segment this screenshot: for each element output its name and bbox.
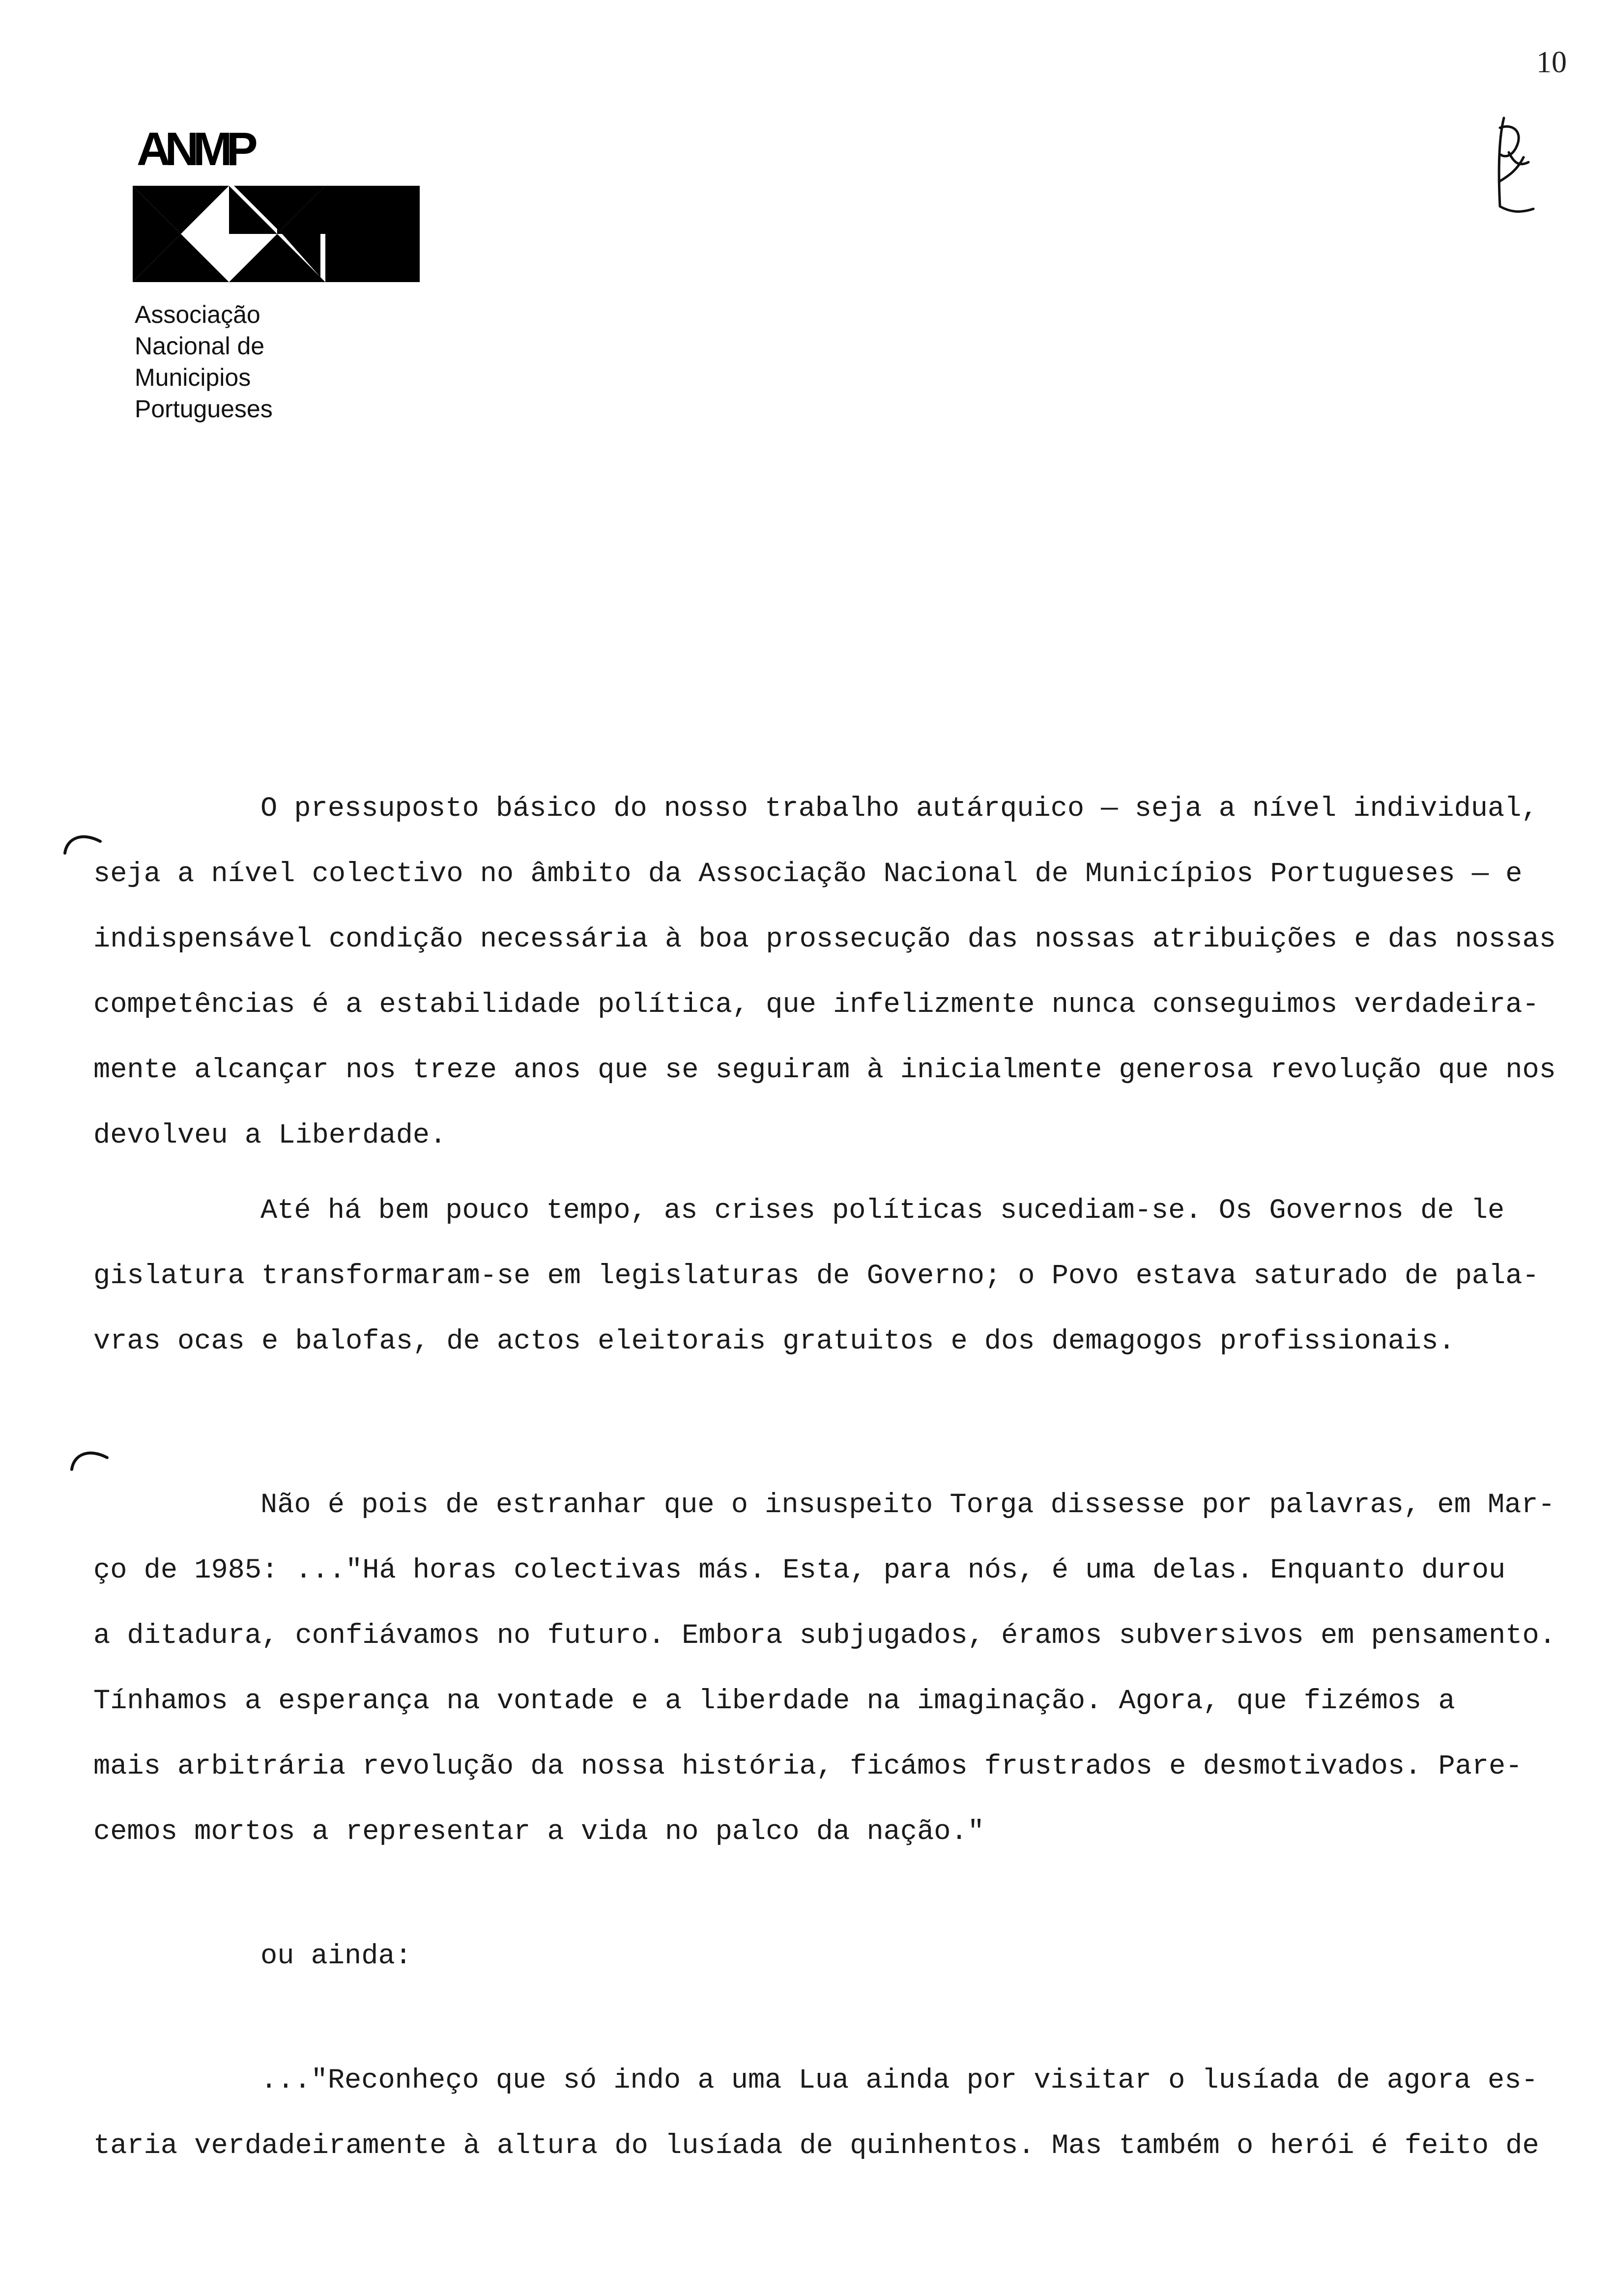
text-line: taria verdadeiramente à altura do lusíada de quinhentos. Mas também o herói é feito de: [93, 2130, 1539, 2162]
text-line: vras ocas e balofas, de actos eleitorais gratuitos e dos demagogos profissionais.: [93, 1326, 1455, 1357]
paragraph: [93, 1178, 1538, 1375]
text-line: gislatura transformaram-se em legislaturas de Governo; o Povo estava saturado de pala-: [93, 1261, 1539, 1292]
logo-name-line: Municipios: [135, 364, 251, 391]
signature-mark: [1469, 108, 1543, 236]
text-line: Não é pois de estranhar que o insuspeito Torga dissesse por palavras, em Mar-: [260, 1490, 1555, 1521]
text-line: Tínhamos a esperança na vontade e a liberdade na imaginação. Agora, que fizémos a: [93, 1686, 1455, 1717]
anmp-logo-mark-icon: [133, 186, 420, 282]
text-line: Até há bem pouco tempo, as crises políticas sucediam-se. Os Governos de le: [260, 1195, 1505, 1227]
logo: [133, 123, 437, 425]
page-number: 10: [1536, 46, 1567, 79]
paragraph: [93, 1924, 1538, 1989]
text-line: mente alcançar nos treze anos que se seguiram à inicialmente generosa revolução que nos: [93, 1055, 1556, 1086]
text-line: competências é a estabilidade política, que infelizmente nunca conseguimos verdadeira-: [93, 989, 1539, 1021]
logo-name-line: Portugueses: [135, 395, 273, 423]
text-line: a ditadura, confiávamos no futuro. Embora subjugados, éramos subversivos em pensamento.: [93, 1620, 1556, 1652]
logo-organization-name: [135, 299, 437, 425]
logo-acronym: ANMP: [137, 123, 252, 175]
paragraph: [93, 2048, 1538, 2179]
text-line: O pressuposto básico do nosso trabalho autárquico — seja a nível individual,: [260, 793, 1538, 825]
text-line: devolveu a Liberdade.: [93, 1120, 447, 1151]
document-body: [93, 776, 1556, 2179]
logo-name-line: Associação: [135, 301, 260, 328]
text-line: mais arbitrária revolução da nossa história, ficámos frustrados e desmotivados. Pare-: [93, 1751, 1523, 1782]
text-line: ço de 1985: ..."Há horas colectivas más. Esta, para nós, é uma delas. Enquanto durou: [93, 1555, 1506, 1586]
logo-name-line: Nacional de: [135, 332, 265, 360]
text-line: cemos mortos a representar a vida no palco da nação.": [93, 1816, 984, 1848]
text-line: ou ainda:: [260, 1941, 412, 1972]
text-line: indispensável condição necessária à boa prossecução das nossas atribuições e das nossas: [93, 924, 1556, 955]
paragraph: [93, 1473, 1556, 1865]
text-line: ..."Reconheço que só indo a uma Lua ainda por visitar o lusíada de agora es-: [260, 2065, 1538, 2096]
text-line: seja a nível colectivo no âmbito da Associação Nacional de Municípios Portugueses — e: [93, 859, 1523, 890]
paragraph: [93, 776, 1556, 1169]
